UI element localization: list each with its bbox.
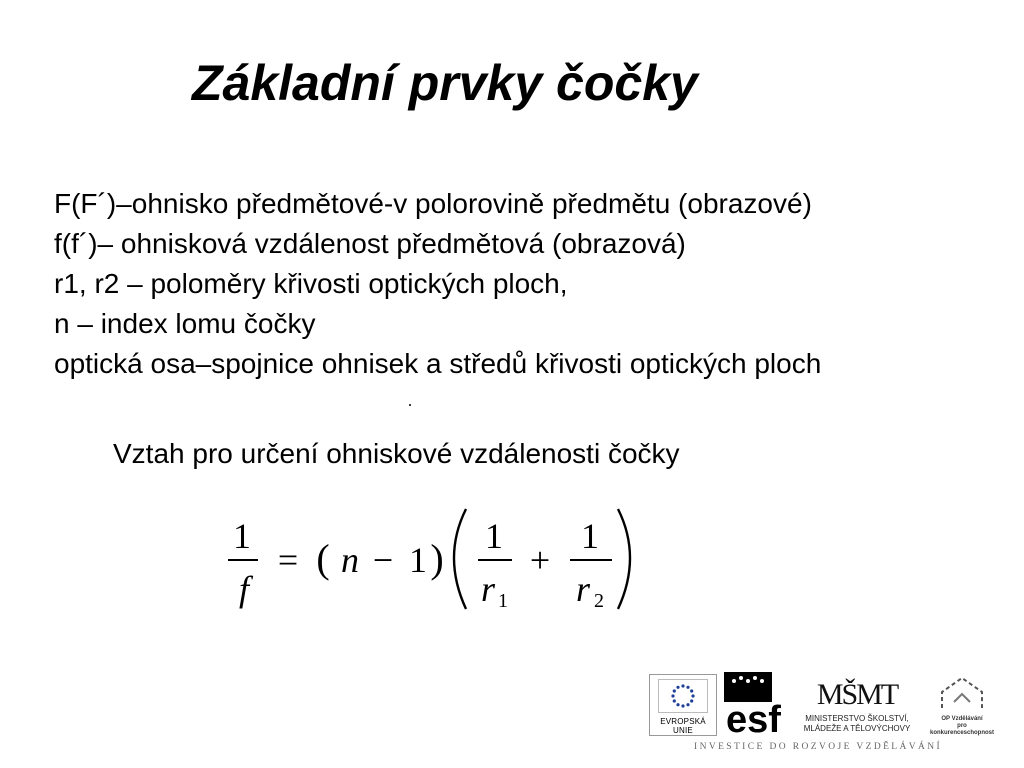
minus-sign: − xyxy=(372,540,394,580)
lhs-numerator: 1 xyxy=(233,516,251,556)
equals-sign: = xyxy=(277,540,299,580)
var-n: n xyxy=(341,540,359,580)
frac2-numerator: 1 xyxy=(581,516,599,556)
frac2-denominator: r xyxy=(575,569,591,609)
frac2-subscript: 2 xyxy=(594,590,604,612)
plus-sign: + xyxy=(529,540,551,580)
op-label-line2: pro konkurenceschopnost xyxy=(929,723,994,736)
const-one: 1 xyxy=(409,540,427,580)
msmt-logo-icon xyxy=(794,670,920,738)
slide-title: Základní prvky čočky xyxy=(192,55,698,111)
formula-caption: Vztah pro určení ohniskové vzdálenosti čočky xyxy=(113,438,680,469)
definition-item: F(F´)–ohnisko předmětové-v polorovině předmětu (obrazové) xyxy=(54,188,812,219)
msmt-label-line2: MLÁDEŽE A TĚLOVÝCHOVY xyxy=(803,724,911,733)
frac1-subscript: 1 xyxy=(498,590,508,612)
eu-label: EVROPSKÁ UNIE xyxy=(660,717,706,735)
definition-item: optická osa–spojnice ohnisek a středů křivosti optických ploch xyxy=(54,348,822,379)
funding-logos xyxy=(642,668,1000,766)
definitions-list xyxy=(54,184,821,384)
msmt-mark: MŠMT xyxy=(816,678,898,711)
msmt-label-line1: MINISTERSTVO ŠKOLSTVÍ, xyxy=(805,714,909,723)
op-logo-icon xyxy=(926,672,998,738)
op-label-line1: OP Vzdělávání xyxy=(941,716,983,722)
definition-item: r1, r2 – poloměry křivosti optických ploch, xyxy=(54,268,568,299)
esf-text: esf xyxy=(726,699,781,736)
definition-item: f(f´)– ohnisková vzdálenost předmětová (obrazová) xyxy=(54,228,686,259)
esf-logo-icon xyxy=(724,672,794,736)
op-label xyxy=(926,716,998,737)
paren-open: ( xyxy=(316,536,330,581)
paren-close: ) xyxy=(430,536,444,581)
lens-formula xyxy=(222,505,652,620)
big-paren-left xyxy=(454,509,466,609)
tagline: INVESTICE DO ROZVOJE VZDĚLÁVÁNÍ xyxy=(694,742,943,752)
lhs-denominator: f xyxy=(238,569,250,609)
msmt-label xyxy=(794,714,920,734)
big-paren-right xyxy=(618,509,630,609)
eu-logo xyxy=(649,674,717,736)
definition-item: n – index lomu čočky xyxy=(54,308,316,339)
formula-svg xyxy=(222,505,652,615)
eu-flag-icon xyxy=(658,679,708,713)
frac1-denominator: r xyxy=(480,569,496,609)
frac1-numerator: 1 xyxy=(485,516,503,556)
stray-dot xyxy=(409,404,411,406)
